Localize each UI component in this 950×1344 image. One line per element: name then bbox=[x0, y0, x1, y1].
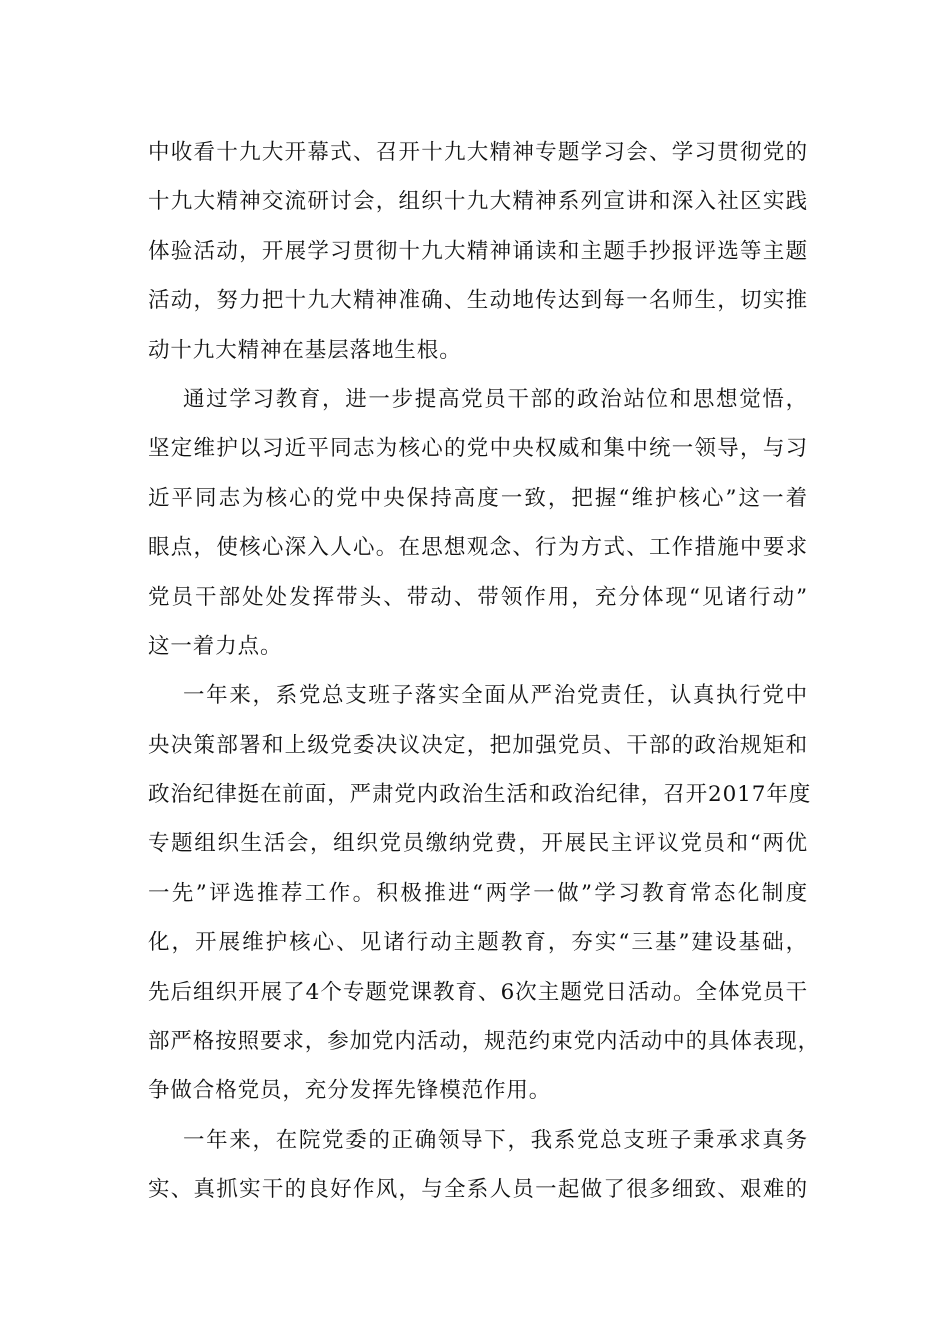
text-line: 中收看十九大开幕式、召开十九大精神专题学习会、学习贯彻党的 bbox=[148, 140, 808, 165]
text-line: 政治纪律挺在前面，严肃党内政治生活和政治纪律，召开2017年度 bbox=[148, 782, 812, 808]
body-text bbox=[148, 128, 821, 1215]
text-line: 部严格按照要求，参加党内活动，规范约束党内活动中的具体表现， bbox=[148, 1029, 821, 1055]
text-line: 活动，努力把十九大精神准确、生动地传达到每一名师生，切实推 bbox=[148, 288, 808, 314]
text-line: 眼点，使核心深入人心。在思想观念、行为方式、工作措施中要求 bbox=[148, 535, 808, 561]
text-line: 一年来，系党总支班子落实全面从严治党责任，认真执行党中 bbox=[183, 683, 808, 709]
text-line: 十九大精神交流研讨会，组织十九大精神系列宣讲和深入社区实践 bbox=[148, 189, 808, 215]
text-line: 体验活动，开展学习贯彻十九大精神诵读和主题手抄报评选等主题 bbox=[148, 238, 808, 264]
text-line: 这一着力点。 bbox=[148, 633, 283, 659]
text-line: 专题组织生活会，组织党员缴纳党费，开展民主评议党员和“两优 bbox=[148, 831, 808, 857]
text-line: 先后组织开展了4个专题党课教育、6次主题党日活动。全体党员干 bbox=[148, 979, 808, 1005]
text-line: 一年来，在院党委的正确领导下，我系党总支班子秉承求真务 bbox=[183, 1127, 808, 1153]
text-line: 党员干部处处发挥带头、带动、带领作用，充分体现“见诸行动” bbox=[148, 584, 808, 610]
text-line: 动十九大精神在基层落地生根。 bbox=[148, 337, 462, 363]
text-line: 争做合格党员，充分发挥先锋模范作用。 bbox=[148, 1078, 552, 1104]
text-line: 实、真抓实干的良好作风，与全系人员一起做了很多细致、艰难的 bbox=[148, 1177, 808, 1203]
text-line: 化，开展维护核心、见诸行动主题教育，夯实“三基”建设基础， bbox=[148, 930, 808, 956]
text-line: 通过学习教育，进一步提高党员干部的政治站位和思想觉悟， bbox=[183, 386, 808, 412]
text-line: 一先”评选推荐工作。积极推进“两学一做”学习教育常态化制度 bbox=[148, 880, 808, 906]
text-line: 央决策部署和上级党委决议决定，把加强党员、干部的政治规矩和 bbox=[148, 732, 808, 758]
text-line: 近平同志为核心的党中央保持高度一致，把握“维护核心”这一着 bbox=[148, 485, 808, 511]
text-line: 坚定维护以习近平同志为核心的党中央权威和集中统一领导，与习 bbox=[148, 436, 808, 462]
